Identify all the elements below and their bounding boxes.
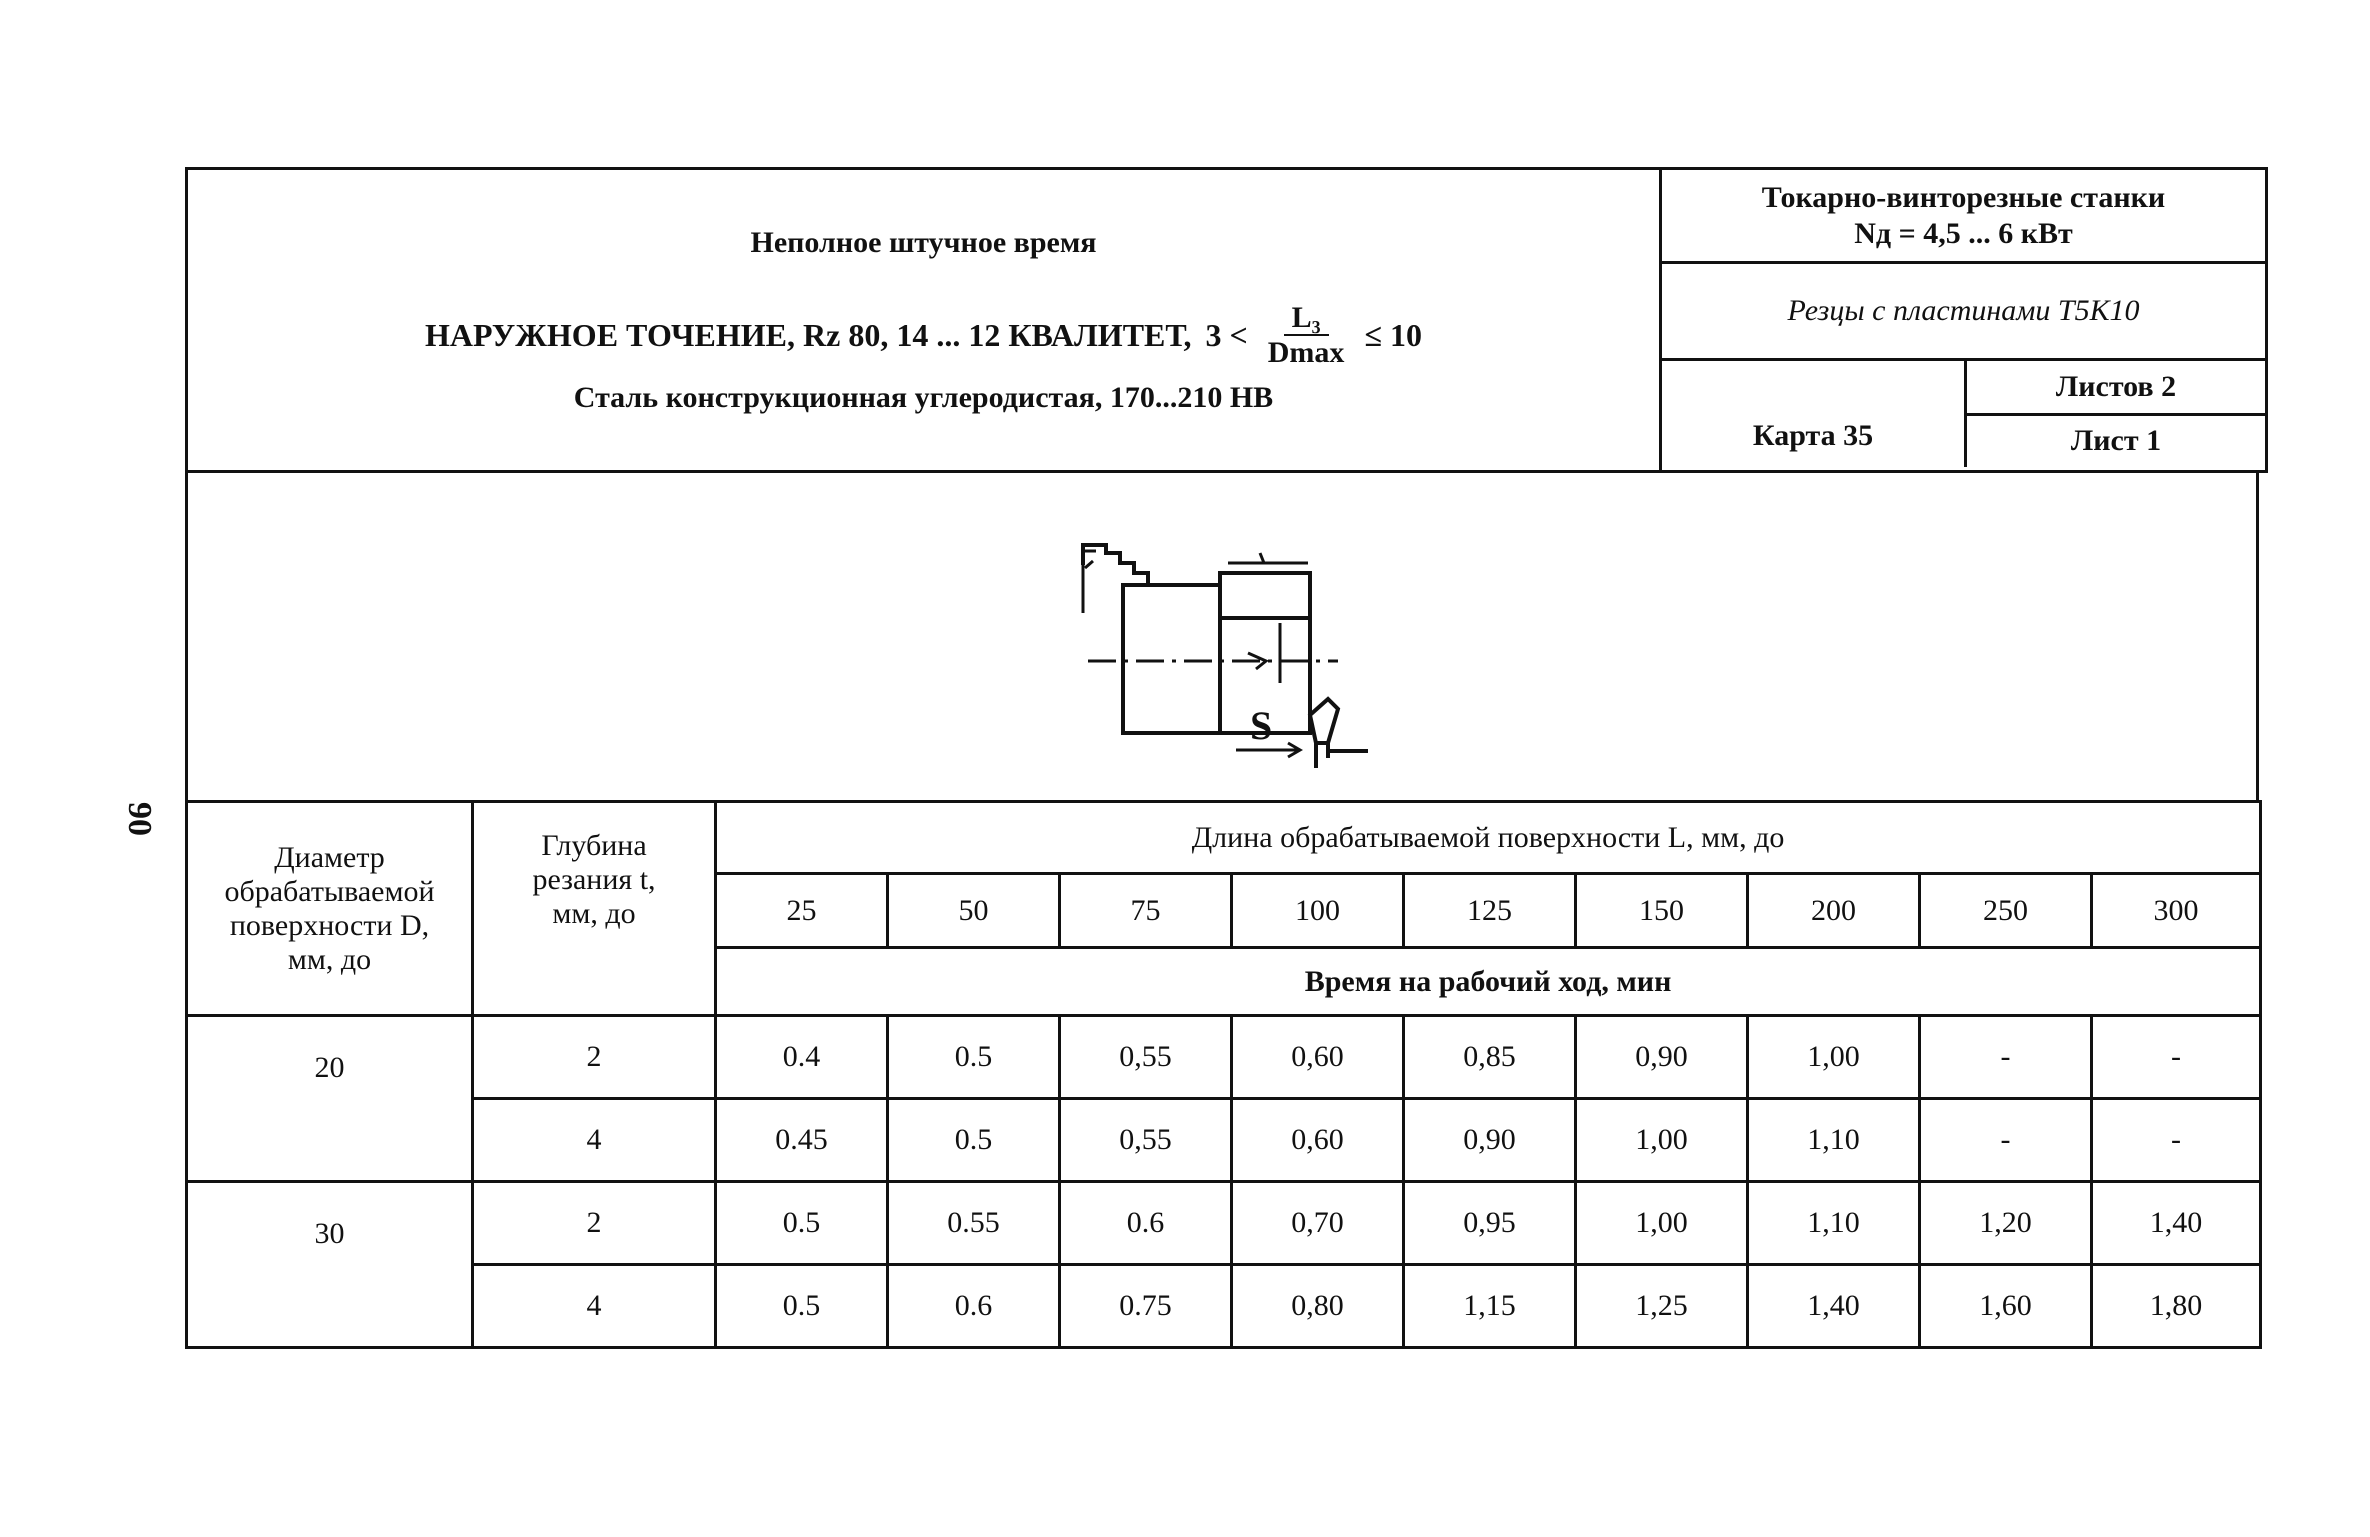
time-cell: 0,90 — [1576, 1016, 1748, 1099]
time-cell: 0.75 — [1060, 1265, 1232, 1348]
feed-label: S — [1250, 703, 1273, 748]
diameter-cell: 30 — [187, 1182, 473, 1348]
depth-header-line: резания t, — [532, 863, 656, 896]
diameter-header-line: поверхности D, — [229, 908, 430, 942]
header-subtitle: Неполное штучное время — [750, 225, 1097, 259]
depth-cell: 2 — [473, 1016, 716, 1099]
time-cell: 0,55 — [1060, 1099, 1232, 1182]
diameter-header-line: мм, до — [287, 942, 372, 976]
depth-header — [473, 802, 716, 1016]
depth-cell: 4 — [473, 1265, 716, 1348]
time-cell: 1,60 — [1920, 1265, 2092, 1348]
turning-sketch — [188, 473, 2256, 800]
time-cell: - — [1920, 1099, 2092, 1182]
length-header: Длина обрабатываемой поверхности L, мм, до — [716, 802, 2261, 874]
time-cell: 0.5 — [888, 1099, 1060, 1182]
sheets-total: Листов 2 — [1967, 361, 2265, 416]
diameter-header-line: Диаметр — [274, 840, 385, 874]
material-line: Сталь конструкционная углеродистая, 170...210 HB — [573, 381, 1274, 414]
time-cell: 0,80 — [1232, 1265, 1404, 1348]
header-right-cell — [1661, 169, 2267, 472]
time-cell: 0.45 — [716, 1099, 888, 1182]
table-row — [187, 1016, 2261, 1099]
machine-power: Nд = 4,5 ... 6 кВт — [1854, 216, 2073, 250]
length-cell: 50 — [888, 874, 1060, 948]
depth-header-line: мм, до — [552, 897, 636, 930]
time-cell: 0,60 — [1232, 1099, 1404, 1182]
time-cell: 0.55 — [888, 1182, 1060, 1265]
length-cell: 75 — [1060, 874, 1232, 948]
time-cell: 1,00 — [1748, 1016, 1920, 1099]
time-cell: 1,10 — [1748, 1099, 1920, 1182]
time-cell: 1,25 — [1576, 1265, 1748, 1348]
ratio-left: 3 < — [1205, 317, 1248, 353]
time-cell: 1,10 — [1748, 1182, 1920, 1265]
sketch-area — [185, 473, 2259, 800]
time-cell: 0,70 — [1232, 1182, 1404, 1265]
time-cell: 1,00 — [1576, 1099, 1748, 1182]
time-cell: - — [1920, 1016, 2092, 1099]
diameter-header — [187, 802, 473, 1016]
ratio-denominator: Dmax — [1267, 336, 1345, 369]
table-row — [187, 1099, 2261, 1182]
ratio-right: ≤ 10 — [1364, 317, 1422, 353]
table-row — [187, 1265, 2261, 1348]
time-cell: 1,40 — [1748, 1265, 1920, 1348]
time-table — [185, 800, 2262, 1349]
length-cell: 150 — [1576, 874, 1748, 948]
time-cell: 0.6 — [1060, 1182, 1232, 1265]
depth-cell: 4 — [473, 1099, 716, 1182]
time-cell: 0.4 — [716, 1016, 888, 1099]
time-cell: 1,40 — [2092, 1182, 2261, 1265]
depth-header-line: Глубина — [541, 829, 647, 862]
length-cell: 100 — [1232, 874, 1404, 948]
page-number: 90 — [121, 802, 158, 836]
time-cell: 0.5 — [716, 1265, 888, 1348]
norm-card — [185, 167, 2259, 1349]
length-cell: 200 — [1748, 874, 1920, 948]
time-cell: - — [2092, 1016, 2261, 1099]
ratio-numerator: L₃ — [1284, 301, 1329, 336]
length-cell: 300 — [2092, 874, 2261, 948]
time-cell: 0.5 — [716, 1182, 888, 1265]
time-cell: 0,55 — [1060, 1016, 1232, 1099]
depth-cell: 2 — [473, 1182, 716, 1265]
operation-title: НАРУЖНОЕ ТОЧЕНИЕ, Rz 80, 14 ... 12 КВАЛИТЕТ, — [425, 317, 1192, 353]
time-cell: 1,00 — [1576, 1182, 1748, 1265]
length-cell: 250 — [1920, 874, 2092, 948]
time-cell: 0,85 — [1404, 1016, 1576, 1099]
time-header: Время на рабочий ход, мин — [716, 948, 2261, 1016]
length-cell: 25 — [716, 874, 888, 948]
length-cell: 125 — [1404, 874, 1576, 948]
diameter-cell: 20 — [187, 1016, 473, 1182]
machine-cell — [1662, 170, 2265, 264]
tool-cell: Резцы с пластинами Т5К10 — [1662, 264, 2265, 361]
ratio-fraction — [1268, 301, 1345, 369]
time-cell: 1,15 — [1404, 1265, 1576, 1348]
time-cell: 0,95 — [1404, 1182, 1576, 1265]
time-cell: 0,60 — [1232, 1016, 1404, 1099]
table-row — [187, 1182, 2261, 1265]
time-cell: 1,80 — [2092, 1265, 2261, 1348]
header-table — [185, 167, 2268, 473]
header-title — [188, 301, 1659, 369]
sheet-number: Лист 1 — [2070, 424, 2162, 458]
card-cell — [1662, 361, 2265, 467]
time-cell: 1,20 — [1920, 1182, 2092, 1265]
time-cell: 0,90 — [1404, 1099, 1576, 1182]
header-title-cell — [187, 169, 1661, 472]
sheet-info — [1967, 361, 2265, 467]
time-cell: 0.5 — [888, 1016, 1060, 1099]
machine-type: Токарно-винторезные станки — [1761, 180, 2166, 214]
card-number: Карта 35 — [1662, 361, 1967, 467]
time-cell: - — [2092, 1099, 2261, 1182]
diameter-header-line: обрабатываемой — [224, 874, 435, 908]
time-cell: 0.6 — [888, 1265, 1060, 1348]
